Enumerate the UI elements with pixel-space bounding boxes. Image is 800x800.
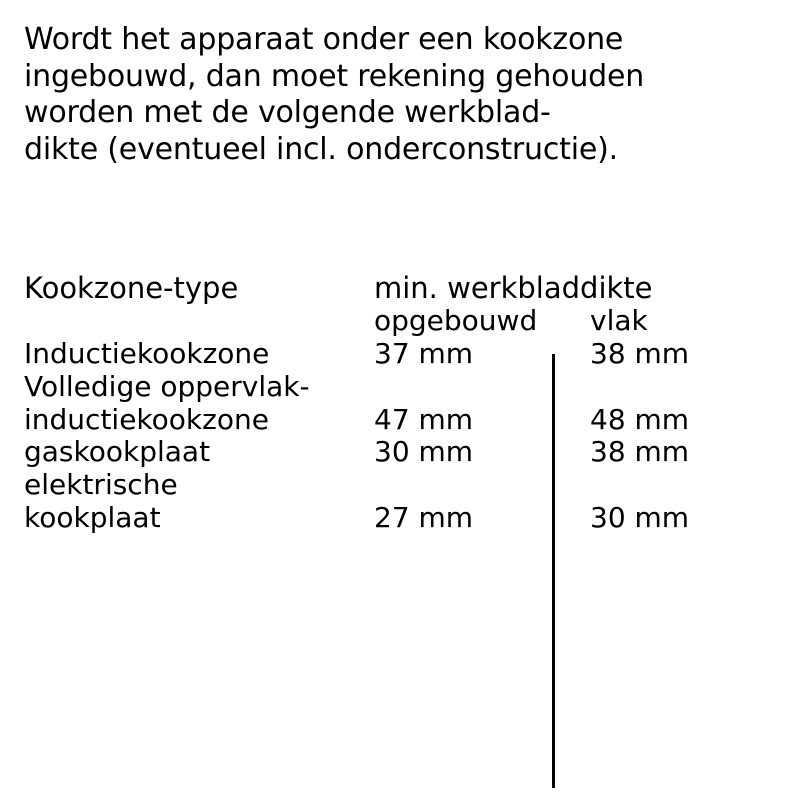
intro-line-2: ingebouwd, dan moet rekening gehouden <box>24 58 645 94</box>
header-cooktop-type: Kookzone-type <box>24 271 239 305</box>
cell-type <box>24 370 374 436</box>
column-divider-rule <box>552 354 555 788</box>
intro-paragraph <box>24 16 776 168</box>
cell-built-up: 47 mm <box>374 402 474 436</box>
cell-flat: 38 mm <box>590 434 690 468</box>
table-subheader-row <box>24 305 736 337</box>
table-row <box>24 370 736 436</box>
cell-flat: 30 mm <box>590 500 690 534</box>
spec-table-block <box>24 272 776 534</box>
cell-built-up: 37 mm <box>374 336 474 370</box>
table-row <box>24 436 736 468</box>
intro-line-4: dikte (eventueel incl. onderconstructie). <box>24 131 618 167</box>
intro-line-3: worden met de volgende werkblad- <box>24 95 551 131</box>
cell-flat: 38 mm <box>590 336 690 370</box>
cell-type-line-1: Volledige oppervlak- <box>24 369 310 403</box>
cell-type-line-2: kookplaat <box>24 501 161 534</box>
cell-built-up: 30 mm <box>374 434 474 468</box>
subheader-empty <box>24 305 374 337</box>
cell-type <box>24 468 374 534</box>
subheader-built-up: opgebouwd <box>374 304 538 338</box>
worktop-thickness-table <box>24 272 736 534</box>
cell-type-line-2: inductiekookzone <box>24 402 269 436</box>
cell-type-line-1: elektrische <box>24 467 178 501</box>
header-min-thickness: min. werkbladdikte <box>374 271 653 305</box>
cell-type: Inductiekookzone <box>24 336 270 370</box>
cell-flat: 48 mm <box>590 402 690 436</box>
table-row <box>24 468 736 534</box>
table-header-row <box>24 272 736 305</box>
cell-type: gaskookplaat <box>24 434 211 468</box>
cell-built-up: 27 mm <box>374 500 474 534</box>
subheader-flat: vlak <box>590 304 648 338</box>
intro-line-1: Wordt het apparaat onder een kookzone <box>24 22 624 57</box>
table-row <box>24 338 736 370</box>
